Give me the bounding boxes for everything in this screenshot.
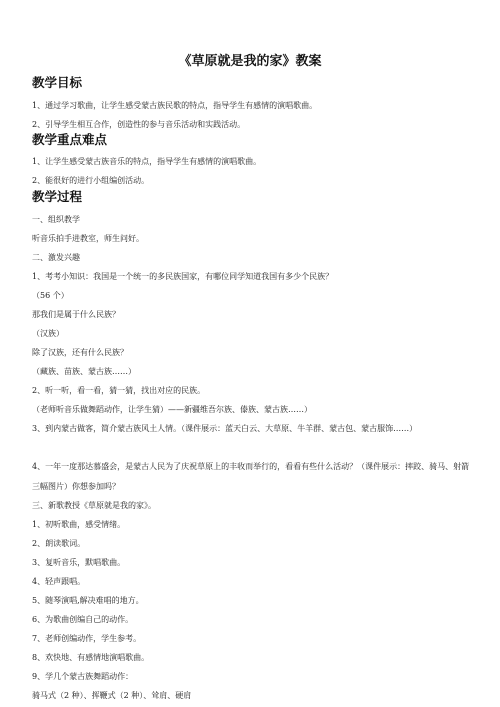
process-line: 7、老师创编动作，学生参考。 [32, 634, 142, 643]
process-line: 除了汉族，还有什么民族？ [32, 348, 128, 357]
section-heading-process: 教学过程 [32, 189, 83, 204]
process-line: 2、朗读歌词。 [32, 539, 86, 548]
process-line: 4、轻声跟唱。 [32, 577, 86, 586]
process-line: 骑马式（2 种）、挥鞭式（2 种）、耸肩、硬肩 [32, 691, 192, 700]
process-line: 那我们是属于什么民族？ [32, 310, 120, 319]
section-heading-key-points: 教学重点难点 [32, 132, 108, 147]
process-line: 9、学几个蒙古族舞蹈动作： [32, 672, 134, 681]
process-line: 2、听一听，看一看，猜一猜，找出对应的民族。 [32, 386, 206, 395]
process-line: 3、到内蒙古做客，简介蒙古族风土人情。（课件展示：蓝天白云、大草原、牛羊群、蒙古包、蒙古服饰……） [32, 424, 418, 433]
page-title: 《草原就是我的家》教案 [178, 54, 322, 69]
process-line: 4、一年一度那达慕盛会，是蒙古人民为了庆祝草原上的丰收而举行的，看看有些什么活动？（课件展示：摔跤、骑马、射箭三幅图片）你想参加吗？ [32, 462, 470, 491]
process-line: （汉族） [32, 329, 64, 338]
process-line: 3、复听音乐，默唱歌曲。 [32, 558, 126, 567]
process-line: 1、考考小知识：我国是一个统一的多民族国家，有哪位同学知道我国有多少个民族？ [32, 272, 334, 281]
process-line: 8、欢快地、有感情地演唱歌曲。 [32, 653, 150, 662]
process-line: （56 个） [32, 291, 69, 300]
process-line: （藏族、苗族、蒙古族……） [32, 367, 136, 376]
section-heading-goals: 教学目标 [32, 75, 83, 90]
process-line: （老师听音乐做舞蹈动作，让学生猜）——新疆维吾尔族、傣族、蒙古族……） [32, 405, 312, 414]
goal-item: 2、引导学生相互合作，创造性的参与音乐活动和实践活动。 [32, 120, 246, 129]
process-line: 一、组织教学 [32, 215, 80, 224]
goal-item: 1、通过学习歌曲，让学生感受蒙古族民歌的特点，指导学生有感情的演唱歌曲。 [32, 101, 318, 110]
process-line: 二、激发兴趣 [32, 253, 80, 262]
key-point-item: 2、能很好的进行小组编创活动。 [32, 176, 150, 185]
process-line: 1、初听歌曲，感受情绪。 [32, 520, 126, 529]
process-line: 三、新歌教授《草原就是我的家》。 [32, 501, 156, 510]
key-point-item: 1、让学生感受蒙古族音乐的特点，指导学生有感情的演唱歌曲。 [32, 157, 262, 166]
process-line: 6、为歌曲创编自己的动作。 [32, 615, 134, 624]
process-line: 5、随琴演唱,解决难唱的地方。 [32, 596, 144, 605]
process-line: 听音乐拍手进教室，师生问好。 [32, 234, 144, 243]
